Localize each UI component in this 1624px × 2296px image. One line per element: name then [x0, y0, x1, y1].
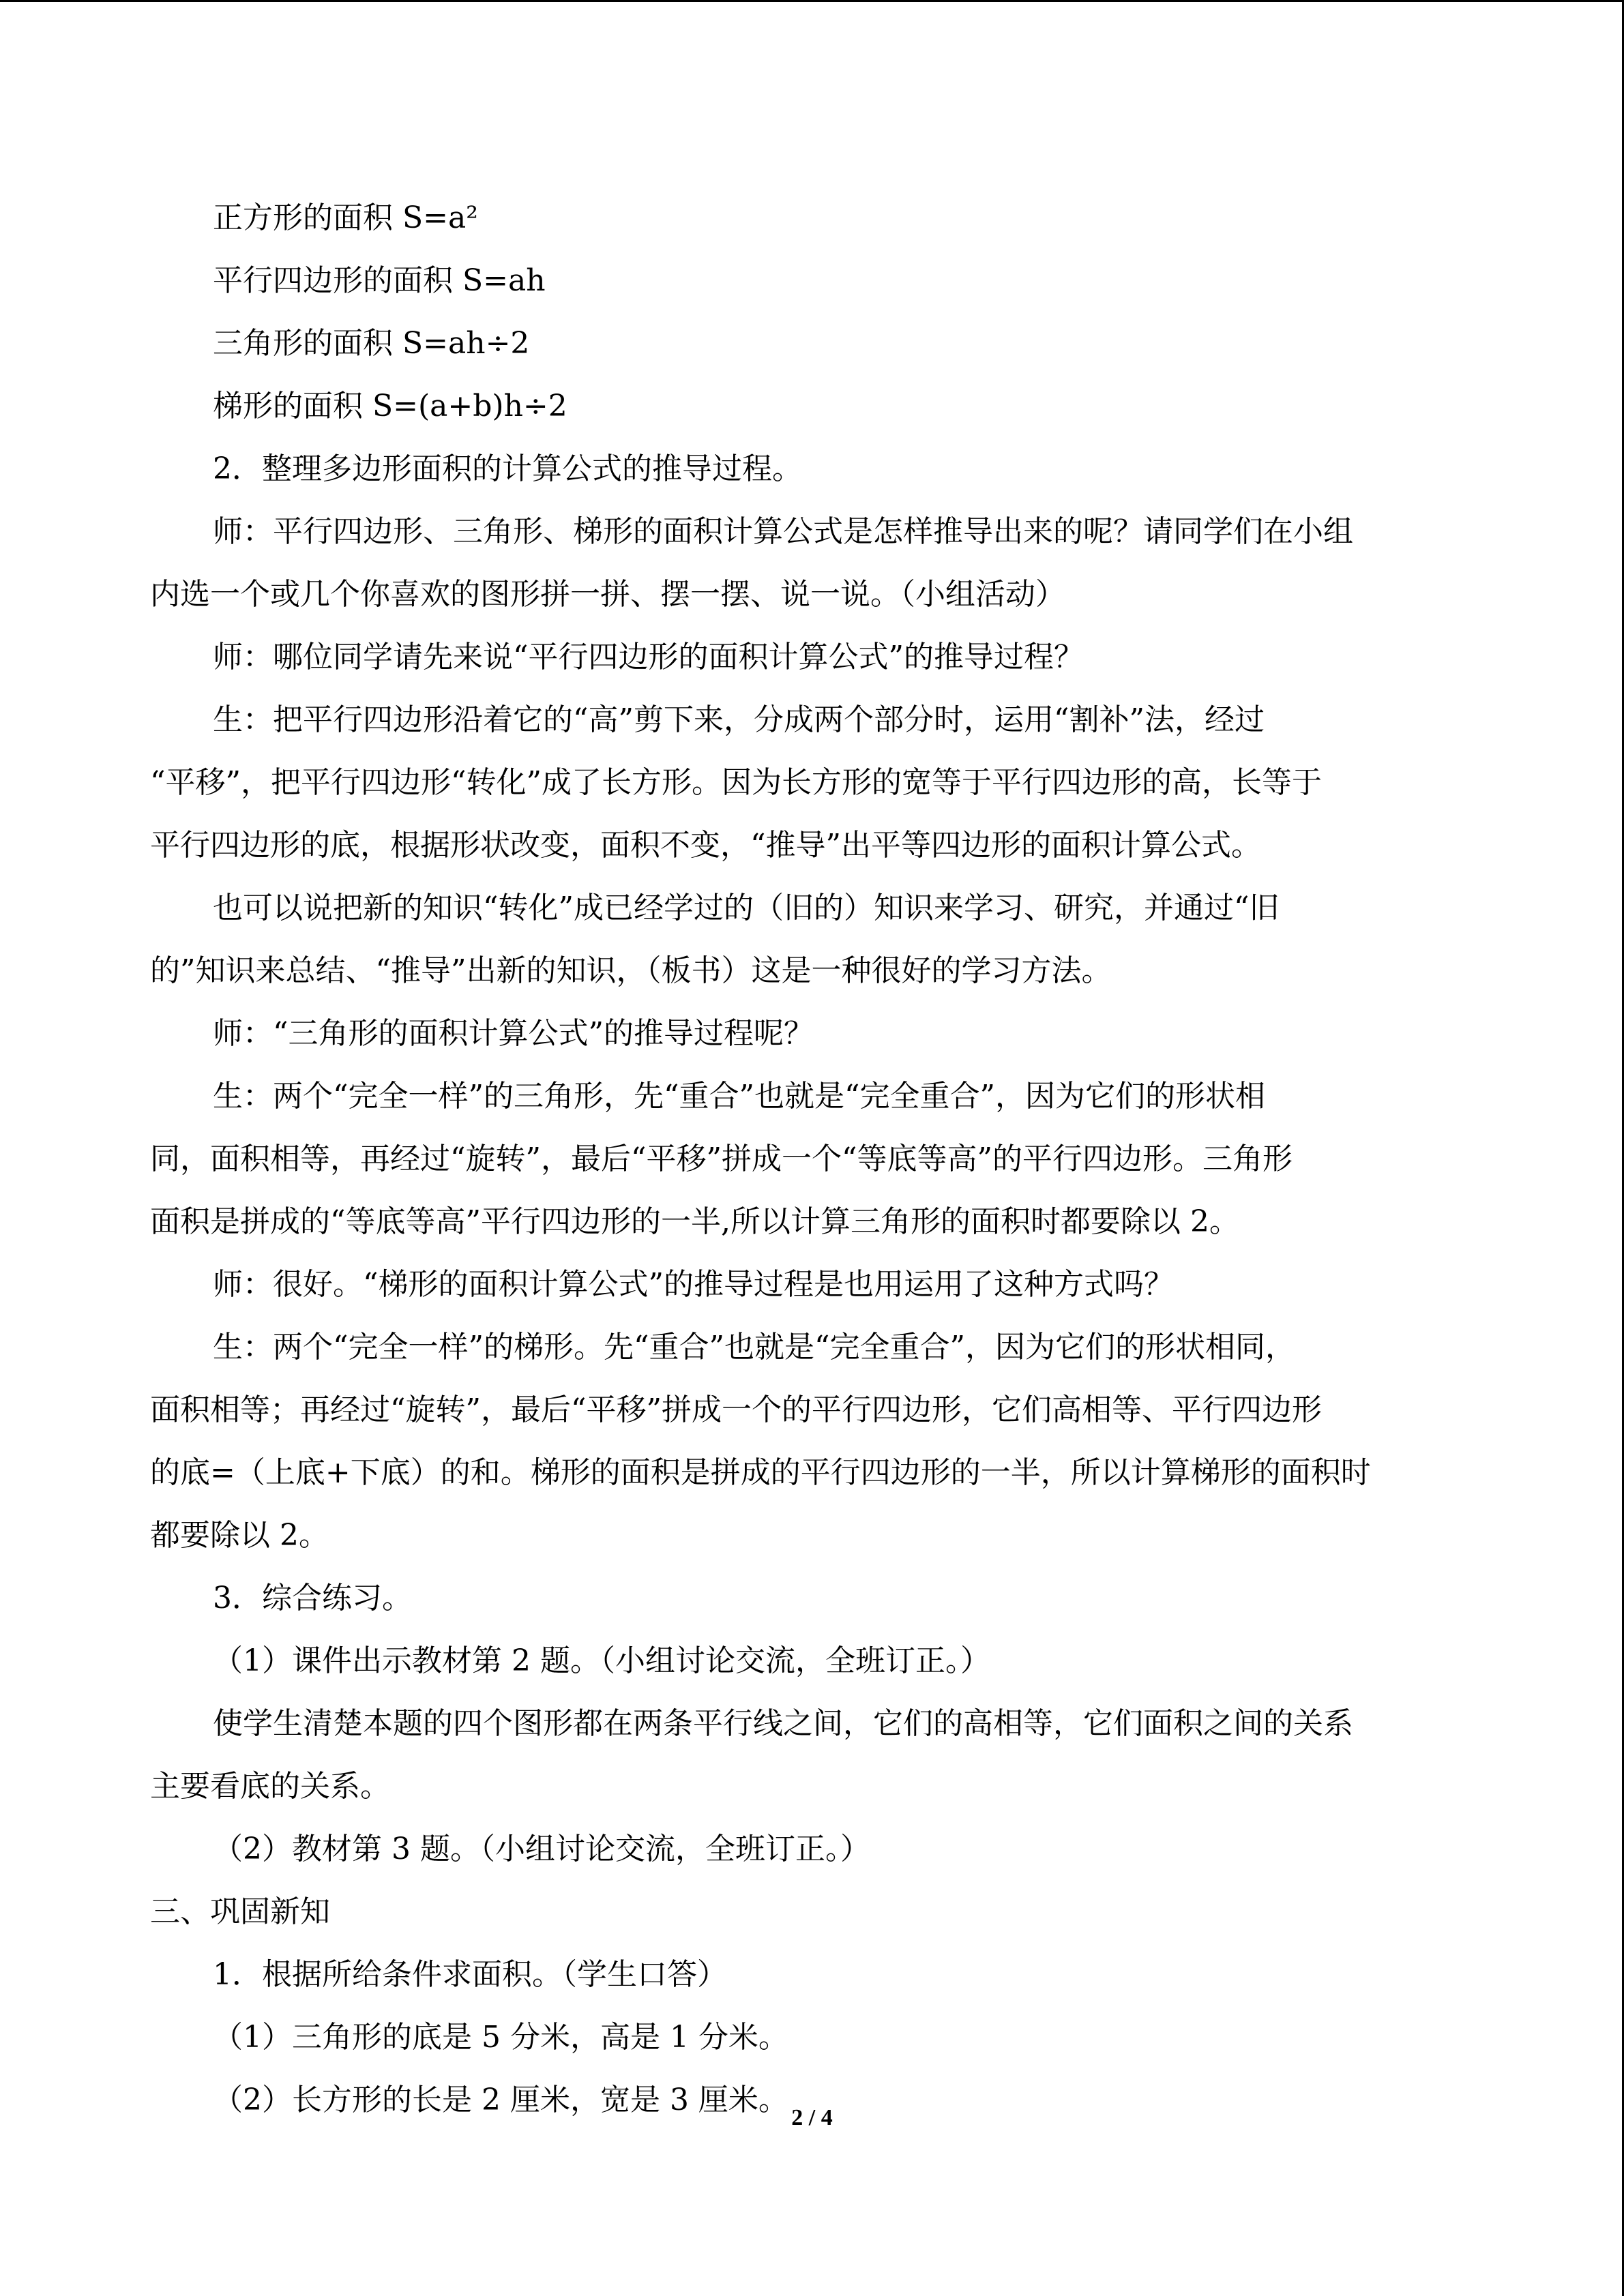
text-line: 也可以说把新的知识“转化”成已经学过的（旧的）知识来学习、研究，并通过“旧 [213, 891, 1280, 925]
text-line: 内选一个或几个你喜欢的图形拼一拼、摆一摆、说一说。（小组活动） [150, 577, 1065, 612]
text-line: （1）课件出示教材第 2 题。（小组讨论交流，全班订正。） [213, 1643, 990, 1678]
text-line: 生：两个“完全一样”的梯形。先“重合”也就是“完全重合”，因为它们的形状相同， [213, 1330, 1295, 1365]
page-number: 2 / 4 [791, 2105, 833, 2130]
text-line: （1）三角形的底是 5 分米，高是 1 分米。 [213, 2020, 788, 2055]
formula-parallelogram: 平行四边形的面积 S=ah [213, 263, 546, 298]
text-line: 师：“三角形的面积计算公式”的推导过程呢？ [213, 1016, 814, 1051]
text-line: 师：平行四边形、三角形、梯形的面积计算公式是怎样推导出来的呢？请同学们在小组 [213, 514, 1353, 549]
text-line: 师：哪位同学请先来说“平行四边形的面积计算公式”的推导过程？ [213, 640, 1084, 674]
text-line: （2）长方形的长是 2 厘米，宽是 3 厘米。 [213, 2083, 788, 2117]
formula-triangle: 三角形的面积 S=ah÷2 [213, 326, 530, 361]
section-heading-consolidate: 三、巩固新知 [150, 1894, 330, 1929]
text-line: 面积是拼成的“等底等高”平行四边形的一半,所以计算三角形的面积时都要除以 2。 [150, 1204, 1239, 1239]
text-line: 师：很好。“梯形的面积计算公式”的推导过程是也用运用了这种方式吗？ [213, 1267, 1174, 1302]
text-line: 生：两个“完全一样”的三角形，先“重合”也就是“完全重合”，因为它们的形状相 [213, 1079, 1265, 1114]
text-line: 平行四边形的底，根据形状改变，面积不变，“推导”出平等四边形的面积计算公式。 [150, 828, 1261, 863]
section-heading-2: 2．整理多边形面积的计算公式的推导过程。 [213, 451, 802, 486]
text-line: 的”知识来总结、“推导”出新的知识，（板书）这是一种很好的学习方法。 [150, 953, 1112, 988]
text-line: 都要除以 2。 [150, 1518, 329, 1553]
text-line: （2）教材第 3 题。（小组讨论交流，全班订正。） [213, 1832, 870, 1866]
text-line: 1．根据所给条件求面积。（学生口答） [213, 1957, 727, 1992]
text-line: 主要看底的关系。 [150, 1769, 390, 1804]
text-line: 生：把平行四边形沿着它的“高”剪下来，分成两个部分时，运用“割补”法，经过 [213, 702, 1265, 737]
formula-trapezoid: 梯形的面积 S=(a+b)h÷2 [213, 389, 567, 423]
section-heading-3: 3．综合练习。 [213, 1581, 412, 1615]
page-border-top [0, 0, 1624, 2]
text-line: 面积相等；再经过“旋转”，最后“平移”拼成一个的平行四边形，它们高相等、平行四边形 [150, 1392, 1322, 1427]
text-line: 同，面积相等，再经过“旋转”，最后“平移”拼成一个“等底等高”的平行四边形。三角形 [150, 1142, 1293, 1176]
formula-square: 正方形的面积 S=a² [213, 200, 478, 235]
text-line: 使学生清楚本题的四个图形都在两条平行线之间，它们的高相等，它们面积之间的关系 [213, 1706, 1353, 1741]
text-line: 的底=（上底+下底）的和。梯形的面积是拼成的平行四边形的一半，所以计算梯形的面积时 [150, 1455, 1371, 1490]
text-line: “平移”，把平行四边形“转化”成了长方形。因为长方形的宽等于平行四边形的高，长等于 [150, 765, 1322, 800]
